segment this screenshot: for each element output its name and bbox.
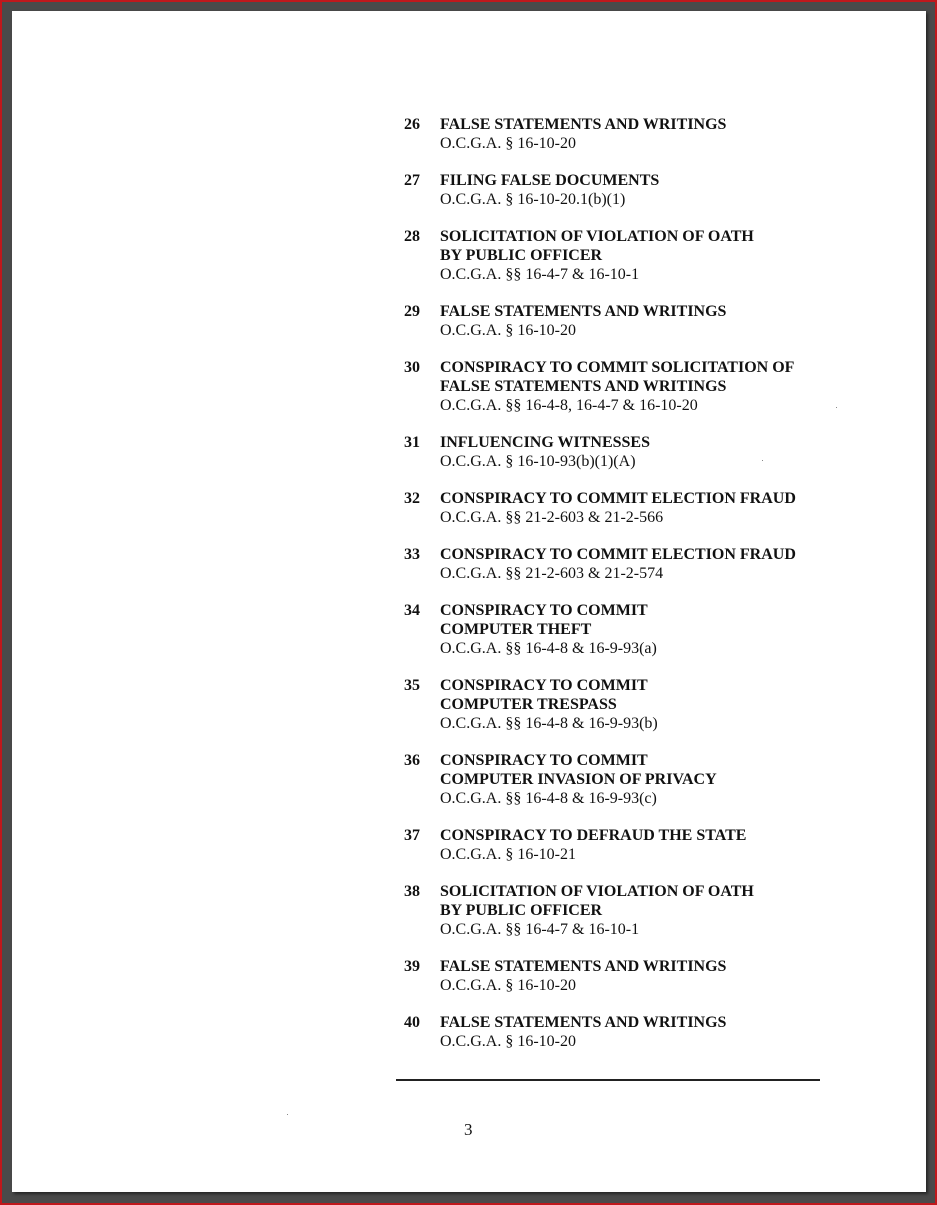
count-number: 29 xyxy=(404,303,420,320)
count-entry xyxy=(404,826,834,864)
count-number: 37 xyxy=(404,827,420,844)
count-body xyxy=(440,957,834,995)
count-entry xyxy=(404,302,834,340)
count-title: COMPUTER INVASION OF PRIVACY xyxy=(440,771,717,788)
counts-list xyxy=(404,115,834,1069)
count-entry xyxy=(404,601,834,658)
count-number: 30 xyxy=(404,359,420,376)
count-number: 35 xyxy=(404,677,420,694)
count-citation: O.C.G.A. § 16-10-20 xyxy=(440,977,576,994)
count-body xyxy=(440,882,834,939)
count-citation: O.C.G.A. §§ 16-4-8 & 16-9-93(a) xyxy=(440,640,657,657)
count-title: CONSPIRACY TO COMMIT ELECTION FRAUD xyxy=(440,546,796,563)
count-title: SOLICITATION OF VIOLATION OF OATH xyxy=(440,228,754,245)
count-entry xyxy=(404,115,834,153)
count-citation: O.C.G.A. § 16-10-20.1(b)(1) xyxy=(440,191,626,208)
count-body xyxy=(440,1013,834,1051)
count-entry xyxy=(404,882,834,939)
count-body xyxy=(440,433,834,471)
count-number: 28 xyxy=(404,228,420,245)
count-body xyxy=(440,676,834,733)
count-body xyxy=(440,358,834,415)
count-number: 33 xyxy=(404,546,420,563)
count-entry xyxy=(404,957,834,995)
count-number: 26 xyxy=(404,116,420,133)
count-number: 32 xyxy=(404,490,420,507)
count-body xyxy=(440,489,834,527)
count-title: CONSPIRACY TO COMMIT xyxy=(440,602,648,619)
document-page xyxy=(12,11,926,1192)
count-entry xyxy=(404,1013,834,1051)
count-entry xyxy=(404,433,834,471)
count-title: BY PUBLIC OFFICER xyxy=(440,902,603,919)
count-title: FALSE STATEMENTS AND WRITINGS xyxy=(440,378,727,395)
count-number: 39 xyxy=(404,958,420,975)
count-number: 40 xyxy=(404,1014,420,1031)
count-title: FALSE STATEMENTS AND WRITINGS xyxy=(440,958,727,975)
count-title: FALSE STATEMENTS AND WRITINGS xyxy=(440,116,727,133)
count-entry xyxy=(404,676,834,733)
count-body xyxy=(440,751,834,808)
count-title: FALSE STATEMENTS AND WRITINGS xyxy=(440,303,727,320)
count-number: 34 xyxy=(404,602,420,619)
scan-speck xyxy=(287,1114,288,1115)
count-entry xyxy=(404,545,834,583)
count-body xyxy=(440,115,834,153)
count-citation: O.C.G.A. § 16-10-20 xyxy=(440,1033,576,1050)
count-title: FILING FALSE DOCUMENTS xyxy=(440,172,660,189)
count-body xyxy=(440,227,834,284)
count-title: FALSE STATEMENTS AND WRITINGS xyxy=(440,1014,727,1031)
count-title: CONSPIRACY TO COMMIT xyxy=(440,677,648,694)
footer-rule xyxy=(396,1079,820,1081)
count-citation: O.C.G.A. §§ 21-2-603 & 21-2-574 xyxy=(440,565,664,582)
page-number: 3 xyxy=(464,1120,473,1139)
count-title: CONSPIRACY TO COMMIT ELECTION FRAUD xyxy=(440,490,796,507)
count-citation: O.C.G.A. § 16-10-93(b)(1)(A) xyxy=(440,453,636,470)
count-body xyxy=(440,826,834,864)
count-body xyxy=(440,171,834,209)
count-number: 27 xyxy=(404,172,420,189)
count-number: 38 xyxy=(404,883,420,900)
scan-speck xyxy=(836,407,837,408)
count-title: CONSPIRACY TO DEFRAUD THE STATE xyxy=(440,827,747,844)
count-body xyxy=(440,545,834,583)
count-title: COMPUTER THEFT xyxy=(440,621,592,638)
count-entry xyxy=(404,358,834,415)
count-title: CONSPIRACY TO COMMIT SOLICITATION OF xyxy=(440,359,795,376)
count-entry xyxy=(404,171,834,209)
count-title: BY PUBLIC OFFICER xyxy=(440,247,603,264)
count-citation: O.C.G.A. §§ 21-2-603 & 21-2-566 xyxy=(440,509,664,526)
count-body xyxy=(440,302,834,340)
count-title: CONSPIRACY TO COMMIT xyxy=(440,752,648,769)
scan-speck xyxy=(762,460,763,461)
count-citation: O.C.G.A. § 16-10-20 xyxy=(440,135,576,152)
count-citation: O.C.G.A. §§ 16-4-8 & 16-9-93(c) xyxy=(440,790,657,807)
count-citation: O.C.G.A. §§ 16-4-7 & 16-10-1 xyxy=(440,266,640,283)
count-number: 31 xyxy=(404,434,420,451)
count-citation: O.C.G.A. §§ 16-4-7 & 16-10-1 xyxy=(440,921,640,938)
count-number: 36 xyxy=(404,752,420,769)
count-entry xyxy=(404,227,834,284)
count-body xyxy=(440,601,834,658)
count-citation: O.C.G.A. § 16-10-20 xyxy=(440,322,576,339)
count-entry xyxy=(404,751,834,808)
count-entry xyxy=(404,489,834,527)
count-citation: O.C.G.A. §§ 16-4-8, 16-4-7 & 16-10-20 xyxy=(440,397,698,414)
count-citation: O.C.G.A. §§ 16-4-8 & 16-9-93(b) xyxy=(440,715,658,732)
count-title: COMPUTER TRESPASS xyxy=(440,696,617,713)
count-citation: O.C.G.A. § 16-10-21 xyxy=(440,846,576,863)
count-title: SOLICITATION OF VIOLATION OF OATH xyxy=(440,883,754,900)
count-title: INFLUENCING WITNESSES xyxy=(440,434,650,451)
